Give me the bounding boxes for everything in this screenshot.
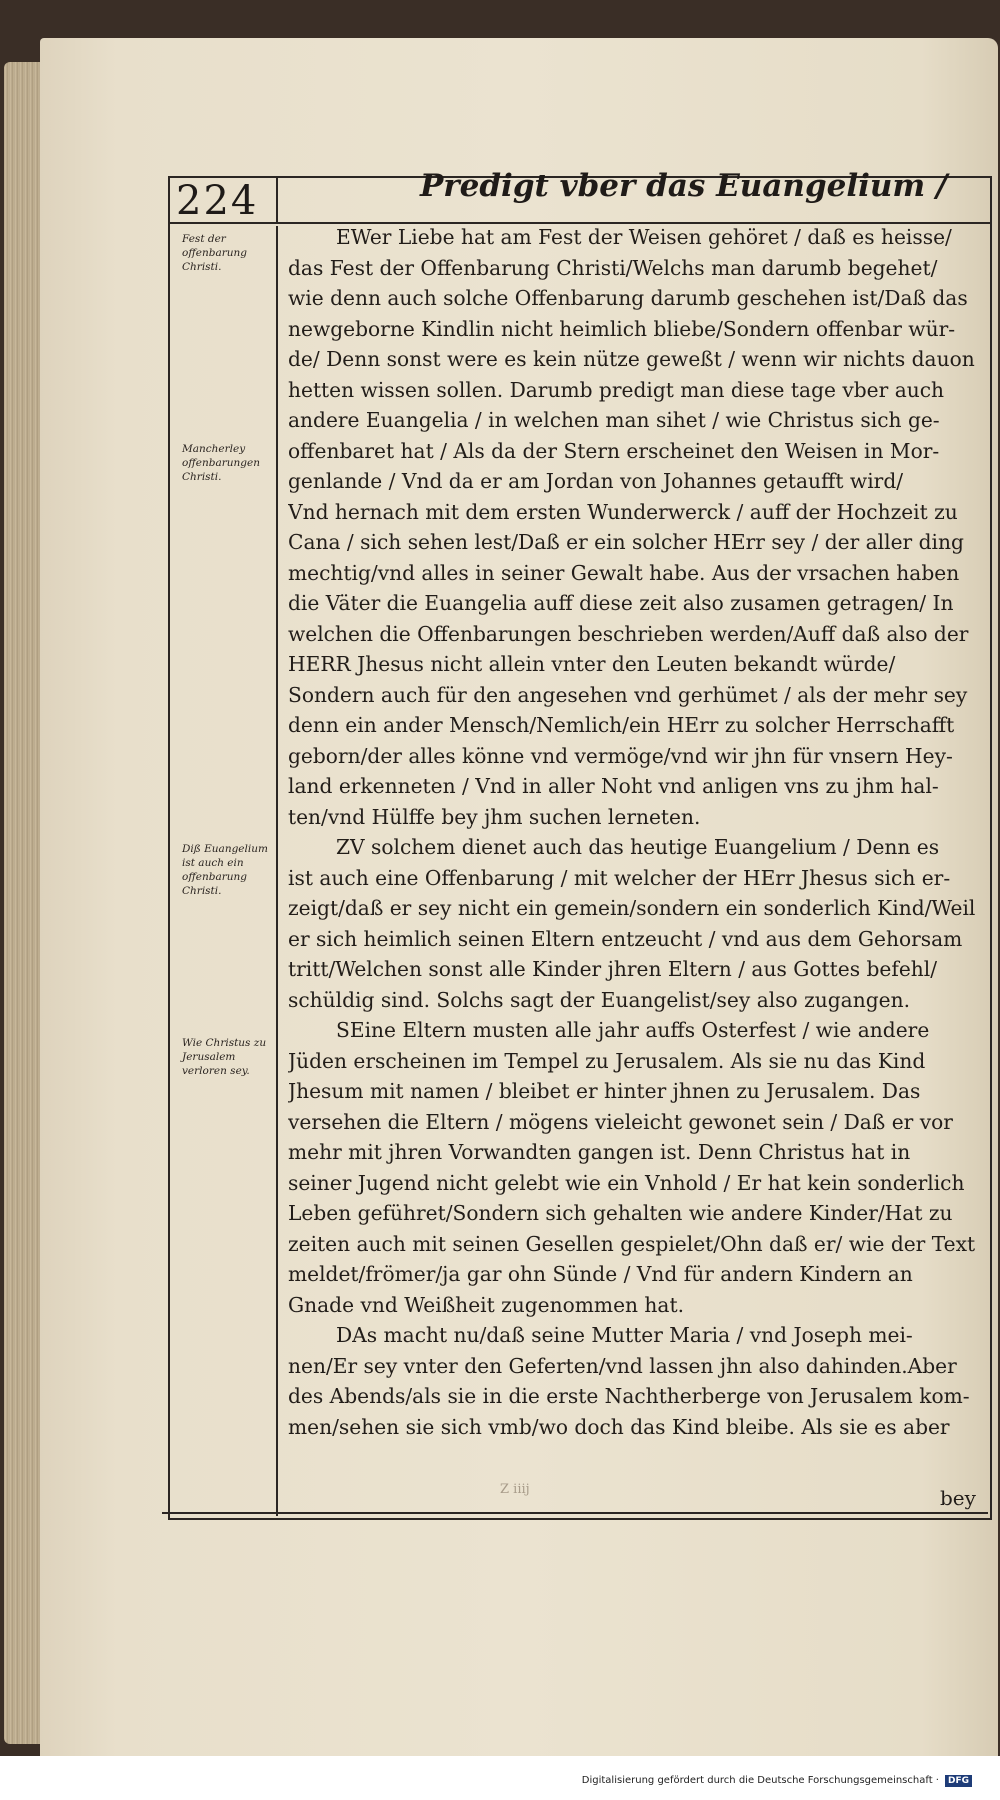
text-line: zeigt/daß er sey nicht ein gemein/sondern ein sonderlich Kind/Weil [288, 896, 976, 920]
text-line: das Fest der Offenbarung Christi/Welchs man darumb begehet/ [288, 255, 938, 280]
text-line: geborn/der alles könne vnd vermöge/vnd wir jhn für vnsern Hey- [288, 743, 953, 768]
margin-note-3: Diß Euangelium ist auch ein offenbarung Christi. [182, 843, 268, 897]
body-text [288, 222, 978, 1442]
signature-mark: Z iiij [500, 1482, 530, 1497]
margin-note-2: Mancherley offenbarungen Christi. [182, 443, 260, 483]
text-line: newgeborne Kindlin nicht heimlich bliebe/Sondern offenbar wür- [288, 316, 956, 341]
text-line: schüldig sind. Solchs sagt der Euangelist/sey also zugangen. [288, 987, 910, 1012]
text-line: andere Euangelia / in welchen man sihet / wie Christus sich ge- [288, 408, 940, 432]
text-line: genlande / Vnd da er am Jordan von Johannes getaufft wird/ [288, 469, 904, 493]
text-line: Gnade vnd Weißheit zugenommen hat. [288, 1292, 685, 1317]
text-line: Jhesum mit namen / bleibet er hinter jhnen zu Jerusalem. Das [288, 1079, 921, 1103]
text-line: offenbaret hat / Als da der Stern erscheinet den Weisen in Mor- [288, 438, 940, 463]
margin-note-1: Fest der offenbarung Christi. [182, 233, 247, 273]
margin-note-4: Wie Christus zu Jerusalem verloren sey. [182, 1037, 267, 1077]
bottom-rule [162, 1512, 988, 1514]
text-line: EWer Liebe hat am Fest der Weisen gehöret / daß es heisse/ [336, 225, 952, 249]
text-line: DAs macht nu/daß seine Mutter Maria / vnd Joseph mei- [336, 1323, 913, 1347]
footer-credit [582, 1775, 972, 1787]
text-line: HERR Jhesus nicht allein vnter den Leuten bekandt würde/ [288, 652, 896, 676]
dfg-logo-icon: DFG [945, 1775, 972, 1787]
text-line: meldet/frömer/ja gar ohn Sünde / Vnd für andern Kindern an [288, 1262, 913, 1286]
text-line: welchen die Offenbarungen beschrieben werden/Auff daß also der [288, 621, 969, 646]
text-line: land erkenneten / Vnd in aller Noht vnd anligen vns zu jhm hal- [288, 774, 939, 798]
text-line: Cana / sich sehen lest/Daß er ein solcher HErr sey / der aller ding [288, 530, 964, 554]
text-line: Jüden erscheinen im Tempel zu Jerusalem. Als sie nu das Kind [288, 1048, 926, 1073]
text-line: er sich heimlich seinen Eltern entzeucht / vnd aus dem Gehorsam [288, 926, 963, 951]
text-line: Leben geführet/Sondern sich gehalten wie andere Kinder/Hat zu [288, 1201, 953, 1225]
text-line: seiner Jugend nicht gelebt wie ein Vnhold / Er hat kein sonderlich [288, 1170, 965, 1195]
footer-credit-text: Digitalisierung gefördert durch die Deutsche Forschungsgemeinschaft · [581, 1775, 939, 1786]
text-line: nen/Er sey vnter den Geferten/vnd lassen jhn also dahinden.Aber [288, 1353, 957, 1378]
catchword: bey [940, 1486, 976, 1510]
text-line: SEine Eltern musten alle jahr auffs Osterfest / wie andere [336, 1018, 930, 1042]
text-line: men/sehen sie sich vmb/wo doch das Kind bleibe. Als sie es aber [288, 1414, 950, 1439]
text-line: zeiten auch mit seinen Gesellen gespielet/Ohn daß er/ wie der Text [288, 1231, 976, 1256]
text-line: tritt/Welchen sonst alle Kinder jhren Eltern / aus Gottes befehl/ [288, 957, 938, 981]
text-line: Sondern auch für den angesehen vnd gerhümet / als der mehr sey [288, 682, 968, 707]
text-line: des Abends/als sie in die erste Nachtherberge von Jerusalem kom- [288, 1384, 970, 1408]
text-line: mehr mit jhren Vorwandten gangen ist. Denn Christus hat in [288, 1140, 911, 1164]
running-head: Predigt vber das Euangelium / [420, 168, 948, 204]
text-line: versehen die Eltern / mögens vieleicht gewonet sein / Daß er vor [288, 1109, 953, 1134]
text-line: Vnd hernach mit dem ersten Wunderwerck / auff der Hochzeit zu [288, 499, 958, 524]
text-line: de/ Denn sonst were es kein nütze geweßt / wenn wir nichts dauon [288, 347, 975, 371]
text-line: wie denn auch solche Offenbarung darumb geschehen ist/Daß das [288, 286, 968, 310]
text-line: ist auch eine Offenbarung / mit welcher der HErr Jhesus sich er- [288, 865, 951, 890]
folio-number: 224 [176, 178, 259, 224]
text-line: denn ein ander Mensch/Nemlich/ein HErr zu solcher Herrschafft [288, 713, 955, 737]
text-line: ZV solchem dienet auch das heutige Euangelium / Denn es [336, 835, 940, 859]
text-line: mechtig/vnd alles in seiner Gewalt habe. Aus der vrsachen haben [288, 560, 960, 585]
text-line: die Väter die Euangelia auff diese zeit also zusamen getragen/ In [288, 591, 954, 615]
text-line: hetten wissen sollen. Darumb predigt man diese tage vber auch [288, 377, 945, 402]
text-line: ten/vnd Hülffe bey jhm suchen lerneten. [288, 804, 701, 829]
